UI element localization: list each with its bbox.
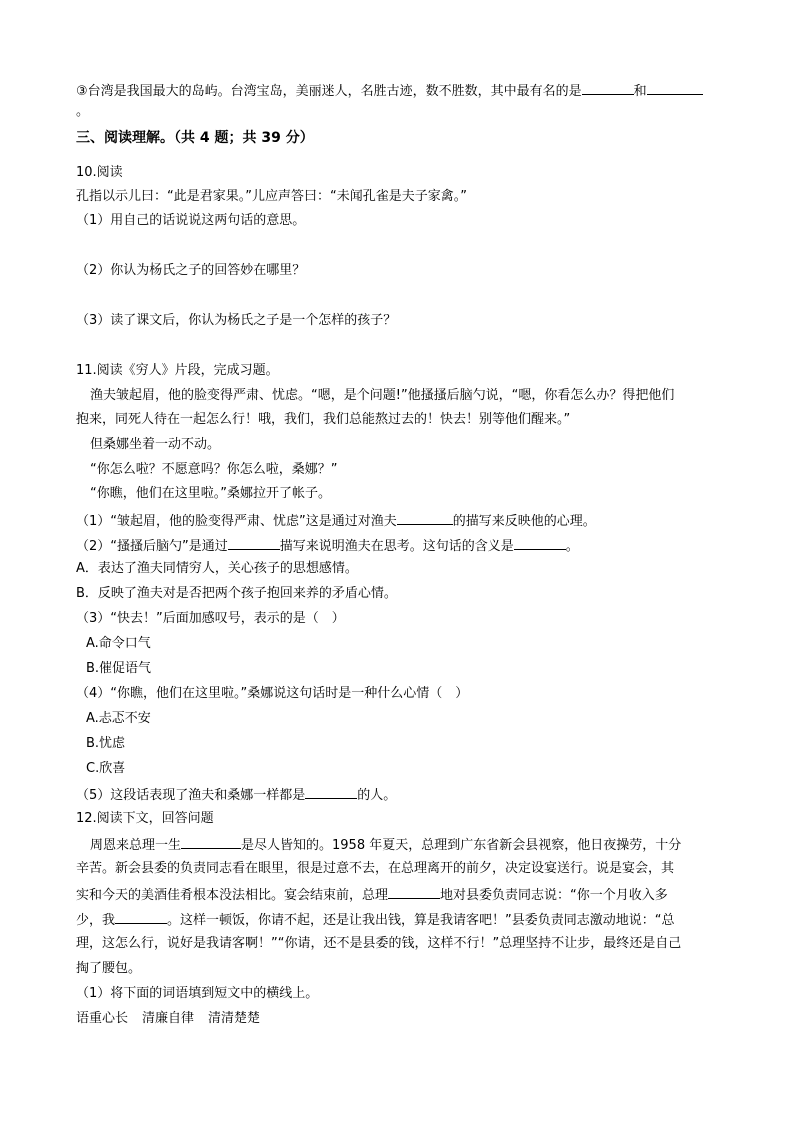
word-item: 语重心长 bbox=[76, 1011, 129, 1026]
q11-option-b[interactable]: B．反映了渔夫对是否把两个孩子抱回来养的矛盾心情。 bbox=[76, 586, 397, 601]
q12-line6: 掏了腰包。 bbox=[76, 961, 142, 976]
q11-sub4-option-b[interactable]: B.忧虑 bbox=[86, 736, 126, 751]
q12-line5: 理，这怎么行，说好是我请客啊！”“你请，还不是县委的钱，这样不行！”总理坚持不让步，最终还是自己 bbox=[76, 936, 682, 951]
answer-blank[interactable] bbox=[514, 537, 566, 550]
q11-sub5: （5）这段话表现了渔夫和桑娜一样都是 的人。 bbox=[76, 788, 397, 803]
q11-sub4-option-c[interactable]: C.欣喜 bbox=[86, 761, 126, 776]
q11-p2: 但桑娜坐着一动不动。 bbox=[90, 437, 221, 452]
q12-line1: 周恩来总理一生 是尽人皆知的。1958 年夏天，总理到广东省新会县视察，他日夜操劳，十分 bbox=[90, 838, 682, 853]
q11-sub3-option-b[interactable]: B.催促语气 bbox=[86, 661, 152, 676]
q9-item3-line: ③台湾是我国最大的岛屿。台湾宝岛，美丽迷人，名胜古迹，数不胜数，其中最有名的是 和 bbox=[76, 82, 703, 100]
answer-blank[interactable] bbox=[582, 82, 634, 95]
q11-p1-line2: 抱来，同死人待在一起怎么行！哦，我们，我们总能熬过去的！快去！别等他们醒来。” bbox=[76, 412, 571, 427]
word-item: 清廉自律 bbox=[142, 1011, 195, 1026]
q12-line2: 辛苦。新会县委的负责同志看在眼里，很是过意不去，在总理离开的前夕，决定设宴送行。说是宴会，其 bbox=[76, 861, 675, 876]
q11-p4: “你瞧，他们在这里啦。”桑娜拉开了帐子。 bbox=[90, 486, 331, 501]
answer-blank[interactable] bbox=[228, 537, 280, 550]
q11-sub3-option-a[interactable]: A.命令口气 bbox=[86, 636, 151, 651]
answer-blank[interactable] bbox=[181, 836, 241, 849]
q9-item3-end: 。 bbox=[76, 104, 90, 119]
answer-blank[interactable] bbox=[647, 82, 703, 95]
q11-option-a[interactable]: A．表达了渔夫同情穷人，关心孩子的思想感情。 bbox=[76, 561, 358, 576]
q11-sub2: （2）“搔搔后脑勺”是通过 描写来说明渔夫在思考。这句话的含义是 。 bbox=[76, 539, 579, 554]
q10-sub1: （1）用自己的话说说这两句话的意思。 bbox=[76, 213, 306, 228]
q11-p3: “你怎么啦？不愿意吗？你怎么啦，桑娜？” bbox=[90, 462, 338, 477]
word-item: 清清楚楚 bbox=[208, 1011, 261, 1026]
answer-blank[interactable] bbox=[305, 786, 357, 799]
q12-line4: 少，我 。这样一顿饭，你请不起，还是让我出钱，算是我请客吧！”县委负责同志激动地说：“总 bbox=[76, 913, 675, 928]
q11-sub4-option-a[interactable]: A.忐忑不安 bbox=[86, 711, 151, 726]
q12-word-list bbox=[76, 1011, 260, 1027]
q11-title: 11.阅读《穷人》片段，完成习题。 bbox=[76, 363, 279, 378]
answer-blank[interactable] bbox=[115, 911, 167, 924]
answer-blank[interactable] bbox=[397, 512, 453, 525]
q10-passage: 孔指以示儿曰：“此是君家果。”儿应声答曰：“未闻孔雀是夫子家禽。” bbox=[76, 189, 467, 204]
q11-sub3: （3）“快去！”后面加感叹号，表示的是（ ） bbox=[76, 611, 345, 626]
q10-sub2: （2）你认为杨氏之子的回答妙在哪里？ bbox=[76, 263, 306, 278]
q12-line3: 实和今天的美酒佳肴根本没法相比。宴会结束前，总理 地对县委负责同志说：“你一个月收入多 bbox=[76, 888, 668, 903]
q12-sub1: （1）将下面的词语填到短文中的横线上。 bbox=[76, 986, 319, 1001]
q12-title: 12.阅读下文，回答问题 bbox=[76, 811, 214, 826]
q11-sub1: （1）“皱起眉，他的脸变得严肃、忧虑”这是通过对渔夫 的描写来反映他的心理。 bbox=[76, 514, 596, 529]
q11-sub4: （4）“你瞧，他们在这里啦。”桑娜说这句话时是一种什么心情（ ） bbox=[76, 686, 469, 701]
q10-sub3: （3）读了课文后，你认为杨氏之子是一个怎样的孩子？ bbox=[76, 313, 397, 328]
answer-blank[interactable] bbox=[388, 886, 440, 899]
q10-title: 10.阅读 bbox=[76, 165, 123, 180]
q11-p1-line1: 渔夫皱起眉，他的脸变得严肃、忧虑。“嗯，是个问题!”他搔搔后脑勺说，“嗯，你看怎么办？得把他们 bbox=[90, 388, 675, 403]
section3-title: 三、阅读理解。（共 4 题；共 39 分） bbox=[76, 130, 314, 146]
